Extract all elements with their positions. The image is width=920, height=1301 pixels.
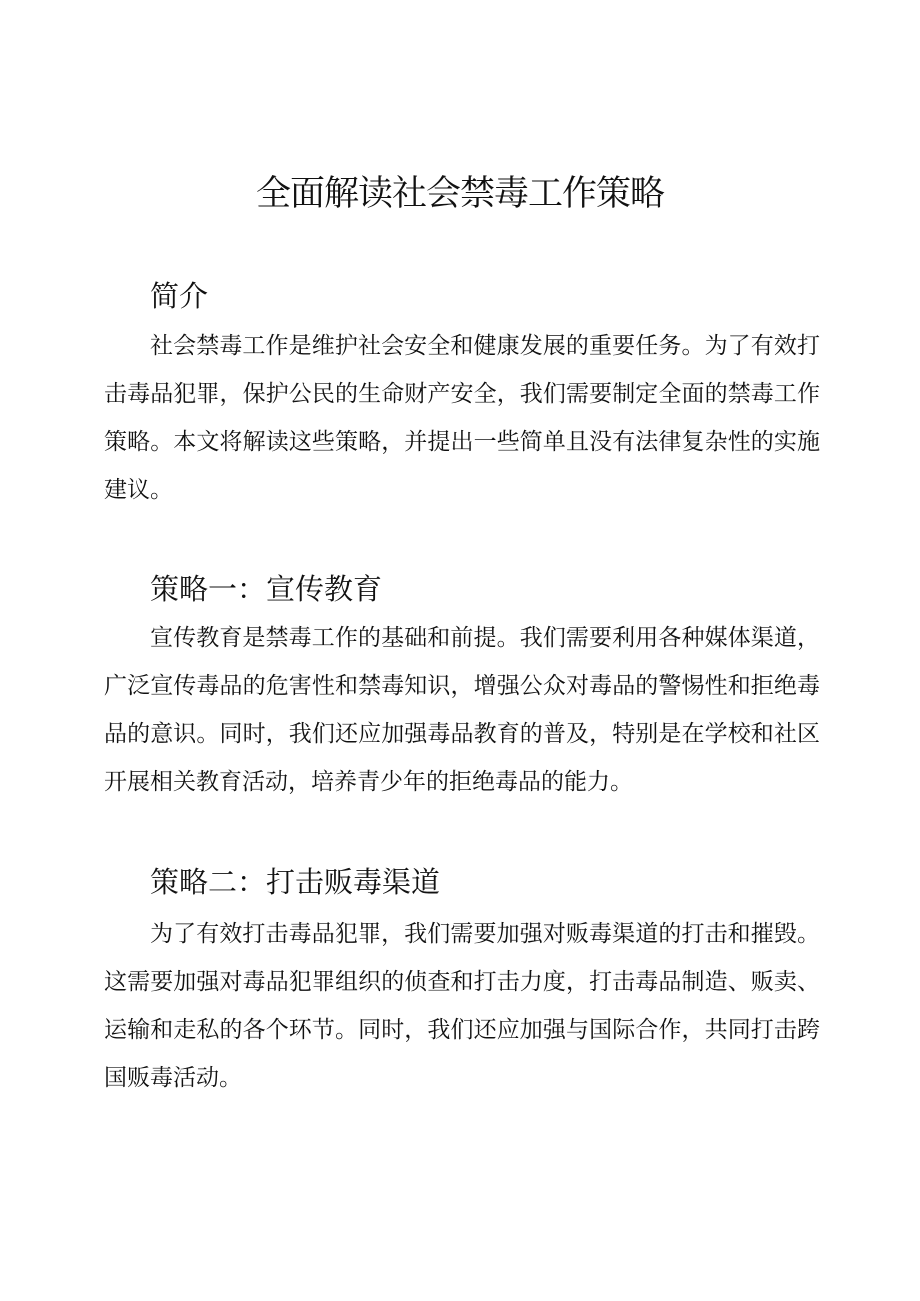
section-paragraph-intro: 社会禁毒工作是维护社会安全和健康发展的重要任务。为了有效打击毒品犯罪，保护公民的生命财产安全，我们需要制定全面的禁毒工作策略。本文将解读这些策略，并提出一些简单且没有法律复杂性的实施建议。 — [104, 333, 820, 503]
section-heading-strategy-2: 策略二：打击贩毒渠道 — [150, 865, 441, 899]
section-paragraph-strategy-2: 为了有效打击毒品犯罪，我们需要加强对贩毒渠道的打击和摧毁。这需要加强对毒品犯罪组织的侦查和打击力度，打击毒品制造、贩卖、运输和走私的各个环节。同时，我们还应加强与国际合作，共同打击跨国贩毒活动。 — [104, 921, 820, 1091]
document-title: 全面解读社会禁毒工作策略 — [255, 174, 664, 214]
section-heading-strategy-1: 策略一：宣传教育 — [150, 572, 383, 606]
section-heading-intro: 简介 — [150, 279, 209, 313]
section-paragraph-strategy-1: 宣传教育是禁毒工作的基础和前提。我们需要利用各种媒体渠道，广泛宣传毒品的危害性和禁毒知识，增强公众对毒品的警惕性和拒绝毒品的意识。同时，我们还应加强毒品教育的普及，特别是在学校和社区开展相关教育活动，培养青少年的拒绝毒品的能力。 — [104, 625, 820, 795]
